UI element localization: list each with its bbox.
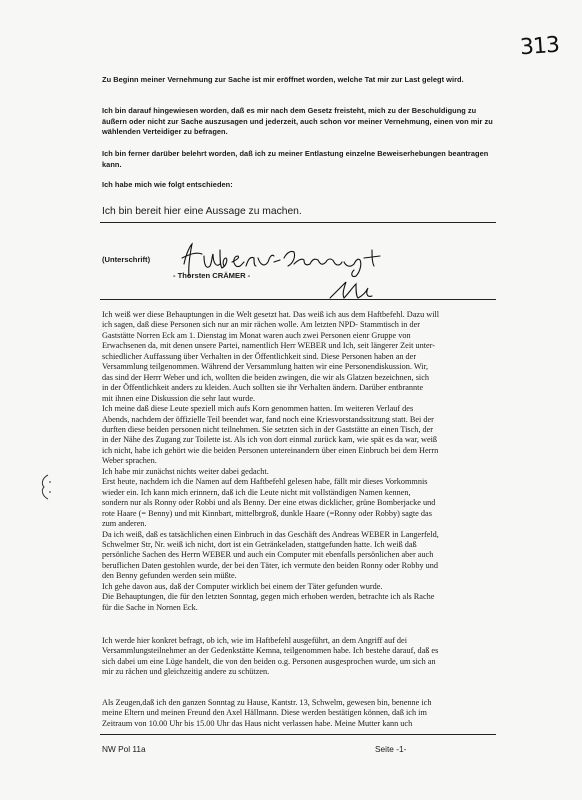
intro-paragraph-1: Zu Beginn meiner Vernehmung zur Sache ist mir eröffnet worden, welche Tat mir zur Last gelegt wird. [102,75,464,84]
text-line: Zeitraum von 10.00 Uhr bis 15.00 Uhr das Haus nicht verlassen habe. Meine Mutter kann uch [102,718,413,728]
text-line: durften diese beiden personen nicht teilnehmen. Sie setzten sich in der Gaststätte an einen Tisch, der [102,424,434,434]
form-identifier: NW Pol 11a [102,744,146,754]
text-line: rote Haare (= Benny) und mit Kinnbart, mittelbrgroß, dunkle Haare (=Ronny oder Robby) sagte das [102,508,432,518]
text-line: Da ich weiß, daß es tatsächlichen einen Einbruch in das Geschäft des Andreas WEBER in Langerfeld, [102,529,439,539]
text-line: meine Eltern und meinen Freund den Axel Hällmann. Diese werden bestätigen können, daß ich im [102,708,427,718]
text-line: Erwachsenen da, mit denen unsere Partei, namentlich Herr WEBER und Ich, seit längerer Zeit unter- [102,341,435,351]
text-line: Als Zeugen,daß ich den ganzen Sonntag zu Hause, Kantstr. 13, Schwelm, gewesen bin, benenne ich [102,698,432,707]
text-line: Versammlung teilgenommen. Während der Versammlung hatten wir eine Personendiskussion. Wir, [102,362,429,372]
text-line: Abends, nachdem der öffizielle Teil beendet war, fand noch eine Kriesvorstandssitzung statt. Bei der [102,414,434,424]
decision-underline [100,222,496,223]
text-line: Ich gehe davon aus, daß der Computer wirklich bei einem der Täter gefunden wurde. [102,581,383,591]
signature-label: (Unterschrift) [102,255,151,264]
intro-paragraph-3: Ich bin ferner darüber belehrt worden, daß ich zu meiner Entlastung einzelne Beweiserhebungen beantragen kann. [102,149,489,169]
text-line: zum anderen. [102,519,147,529]
text-line: in der Öffentlichkeit anders zu kleiden. Auch sollten sie ihr Verhalten ändern. Darüber entbrannte [102,383,424,393]
text-line: sich dabei um eine Lüge handelt, die von den beiden o.g. Personen ausgesprochen wurde, um sich an [102,656,436,666]
text-line: Ich weiß wer diese Behauptungen in die Welt gesetzt hat. Das weiß ich aus dem Haftbefehl. Dazu will [102,310,440,319]
intro-paragraph-4: Ich habe mich wie folgt entschieden: [102,180,233,189]
statement-paragraph-2 [102,636,497,678]
text-line: mir zu rächen und gleichzeitig andere zu schützen. [102,667,270,677]
text-line: schiedlicher Auffassung über Verhalten in der Öffentlichkeit sind. Diese Personen haben an der [102,351,417,361]
text-line: das sind der Herrr Weber und ich, wollten die beiden zwingen, die wir als Glatzen bezeichnen, sich [102,372,430,382]
margin-bracket-mark [38,472,54,502]
text-line: in der Nähe des Zugang zur Toilette ist. Als ich von dort einmal zurück kam, wie spät es da war, weiß [102,435,438,445]
text-line: sondern nur als Ronny oder Robbi und als Benny. Der eine etwas dicklicher, grüne Bomberjacke und [102,498,436,508]
text-line: Weber sprachen. [102,456,157,466]
text-line: ich sagen, daß diese Personen sich nur an mir rächen wolle. Am letzten NPD- Stammtisch in der [102,320,421,330]
text-line: mit ihnen eine Diskussion die sehr laut wurde. [102,393,256,403]
signature-divider [100,299,496,300]
text-line: Die Behauptungen, die für den letzten Sonntag, gegen mich erhoben werden, betrachte ich als Rache [102,592,435,602]
text-line: persönliche Sachen des Herrn WEBER und auch ein Computer mit ebenfalls persönlichen aber auch [102,550,434,560]
handwritten-page-number: 313 [519,32,560,61]
text-line: den Benny gefunden werden sein müßte. [102,571,237,581]
signatory-name: - Thorsten CRÄMER - [173,271,251,280]
text-line: Ich meine daß diese Leute speziell mich aufs Korn genommen hatten. Im weiteren Verlauf des [102,404,414,414]
text-line: Versammlungsteilnehmer an der Gedenkstätte Kemna, teilgenommen habe. Ich bestehe darauf, daß es [102,646,439,656]
decision-statement: Ich bin bereit hier eine Aussage zu machen. [102,206,302,217]
footer-rule [100,734,496,735]
text-line: ich nicht, habe ich gehört wie die beiden Personen untereinandern über einen Einbruch bei dem Herrn [102,445,439,455]
text-line: wieder ein. Ich kann mich erinnern, daß ich die Leute nicht mit vollständigen Namen kennen, [102,487,411,497]
statement-paragraph-1 [102,310,497,613]
statement-paragraph-3 [102,698,497,729]
text-line: Ich werde hier konkret befragt, ob ich, wie im Haftbefehl ausgeführt, an dem Angriff auf dei [102,636,407,645]
text-line: beruflichen Daten gestohlen wurde, der bei den Täter, ich vermute den beiden Ronny oder Robby und [102,560,439,570]
text-line: Gaststätte Norren Eck am 1. Dienstag im Monat waren auch zwei Personen eienr Gruppe von [102,330,411,340]
text-line: Schwelmer Str, Nr. weiß ich nicht, dort ist ein Getränkeladen, stattgefunden hatte. Ich weiß daß [102,539,417,549]
text-line: Ich habe mir zunächst nichts weiter dabei gedacht. [102,466,269,476]
page-label: Seite -1- [375,744,407,754]
text-line: Erst heute, nachdem ich die Namen auf dem Haftbefehl gelesen habe, fällt mir dieses Vorkommnis [102,477,428,487]
text-line: für die Sache in Nornen Eck. [102,602,198,612]
intro-paragraph-2: Ich bin darauf hingewiesen worden, daß es mir nach dem Gesetz freisteht, mich zu der Beschuldigung zu äußern oder nicht zur Sache auszusagen und jederzeit, auch schon vor meiner Vernehmung, einen von mir zu wählenden Verteidiger zu befragen. [102,106,493,137]
